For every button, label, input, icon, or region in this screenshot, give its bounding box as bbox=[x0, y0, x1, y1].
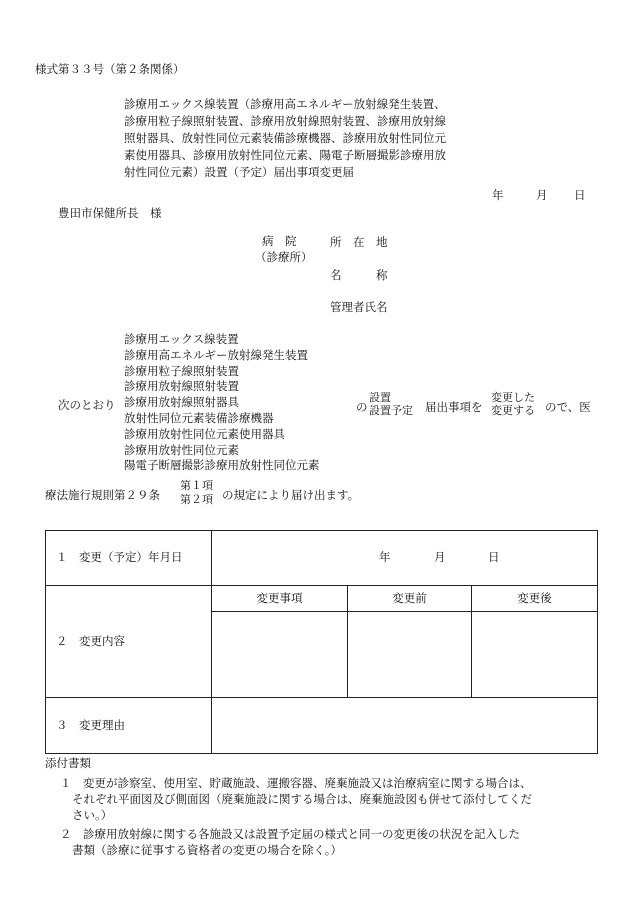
setup-option: 設置予定 bbox=[369, 404, 413, 417]
addressee: 豊田市保健所長 様 bbox=[58, 206, 162, 220]
device-item: 放射性同位元素装備診療機器 bbox=[124, 410, 274, 425]
note-line: ２ 診療用放射線に関する各施設又は設置予定届の様式と同一の変更後の状況を記入した bbox=[60, 827, 520, 841]
attachments-heading: 添付書類 bbox=[45, 756, 91, 770]
change-date-label: １ 変更（予定）年月日 bbox=[46, 531, 212, 586]
attachment-note-2 bbox=[60, 826, 520, 858]
form-title bbox=[124, 96, 446, 181]
before-cell[interactable] bbox=[348, 612, 472, 698]
table-row bbox=[46, 531, 598, 586]
change-option: 変更した bbox=[491, 391, 535, 404]
reason-tail: ので、医 bbox=[545, 400, 591, 414]
body-lead: 次のとおり bbox=[58, 398, 116, 412]
row-date-year: 年 bbox=[379, 550, 391, 564]
device-item: 診療用エックス線装置 bbox=[124, 332, 239, 346]
setup-option: 設置 bbox=[369, 391, 391, 404]
table-row bbox=[46, 698, 598, 754]
change-option: 変更する bbox=[491, 404, 535, 417]
row-date-month: 月 bbox=[434, 550, 446, 564]
change-reason-label: ３ 変更理由 bbox=[46, 698, 212, 754]
device-item: 診療用放射線照射器具 bbox=[124, 395, 239, 410]
change-table bbox=[45, 530, 598, 754]
location-label: 所 在 地 bbox=[330, 235, 388, 249]
change-item-cell[interactable] bbox=[212, 612, 348, 698]
device-item: 診療用放射性同位元素 bbox=[124, 442, 239, 457]
device-list bbox=[124, 332, 320, 474]
particle-no: の bbox=[356, 400, 368, 414]
facility-hospital: 病 院 bbox=[262, 234, 297, 248]
clause-option: 第２項 bbox=[180, 493, 213, 506]
row-date-day: 日 bbox=[488, 550, 500, 564]
col-header-before: 変更前 bbox=[348, 586, 472, 612]
title-line: 診療用粒子線照射装置、診療用放射線照射装置、診療用放射線 bbox=[124, 114, 446, 128]
notice-items: 届出事項を bbox=[425, 400, 483, 414]
note-line: 書類（診療に従事する資格者の変更の場合を除く。） bbox=[72, 843, 343, 857]
change-reason-cell[interactable] bbox=[212, 698, 598, 754]
date-day: 日 bbox=[574, 188, 586, 202]
title-line: 射性同位元素）設置（予定）届出事項変更届 bbox=[124, 165, 354, 179]
law-tail: の規定により届け出ます。 bbox=[222, 488, 360, 502]
attachment-note-1 bbox=[60, 775, 532, 823]
note-line: １ 変更が診察室、使用室、貯蔵施設、運搬容器、廃棄施設又は治療病室に関する場合は、 bbox=[60, 776, 532, 790]
table-row bbox=[46, 586, 598, 612]
facility-clinic: （診療所） bbox=[255, 250, 313, 264]
note-line: それぞれ平面図及び側面図（廃棄施設に関する場合は、廃棄施設図も併せて添付してくだ bbox=[72, 792, 532, 806]
clause-option: 第１項 bbox=[180, 479, 213, 492]
device-item: 診療用放射性同位元素使用器具 bbox=[124, 426, 285, 441]
date-year: 年 bbox=[492, 188, 504, 202]
after-cell[interactable] bbox=[472, 612, 598, 698]
change-date-value[interactable] bbox=[212, 531, 598, 586]
title-line: 素使用器具、診療用放射性同位元素、陽電子断層撮影診療用放 bbox=[124, 148, 446, 162]
device-item: 陽電子断層撮影診療用放射性同位元素 bbox=[124, 458, 320, 473]
title-line: 照射器具、放射性同位元素装備診療機器、診療用放射性同位元 bbox=[124, 131, 446, 145]
manager-label: 管理者氏名 bbox=[330, 300, 388, 314]
name-label: 名 称 bbox=[330, 268, 388, 282]
note-line: さい。） bbox=[72, 808, 113, 822]
device-item: 診療用高エネルギー放射線発生装置 bbox=[124, 347, 308, 362]
device-item: 診療用粒子線照射装置 bbox=[124, 363, 239, 378]
date-month: 月 bbox=[536, 188, 548, 202]
col-header-after: 変更後 bbox=[472, 586, 598, 612]
device-item: 診療用放射線照射装置 bbox=[124, 379, 239, 394]
change-content-label: ２ 変更内容 bbox=[46, 586, 212, 698]
law-head: 療法施行規則第２９条 bbox=[45, 488, 160, 502]
col-header-item: 変更事項 bbox=[212, 586, 348, 612]
title-line: 診療用エックス線装置（診療用高エネルギー放射線発生装置、 bbox=[124, 97, 446, 111]
form-number: 様式第３３号（第２条関係） bbox=[35, 62, 185, 76]
